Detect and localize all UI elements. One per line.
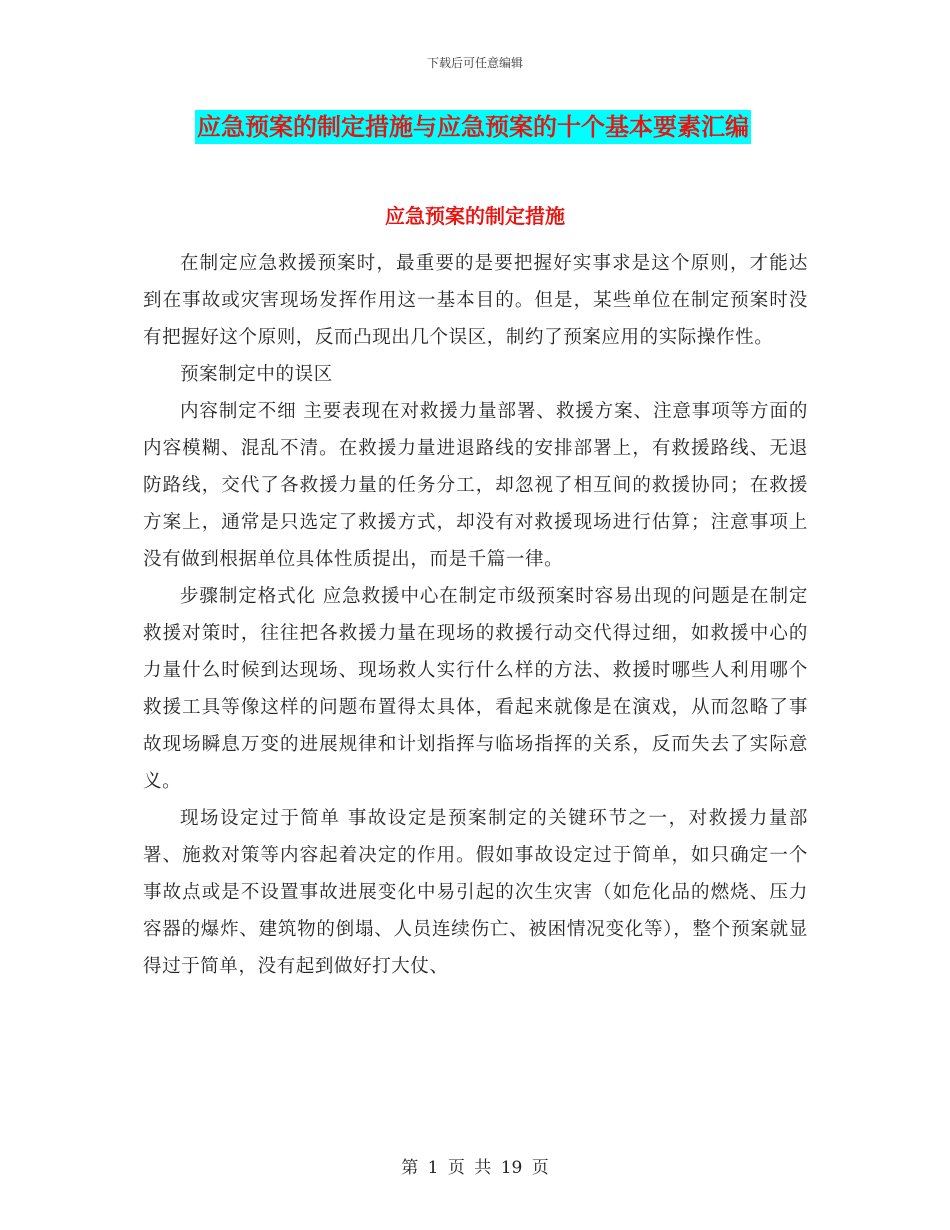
header-note: 下载后可任意编辑 bbox=[426, 56, 523, 70]
paragraph-content-detail: 内容制定不细 主要表现在对救援力量部署、救援方案、注意事项等方面的内容模糊、混乱不清。在救援力量进退路线的安排部署上，有救援路线、无退防路线，交代了各救援力量的任务分工，却忽视了相互间的救援协同；在救援方案上，通常是只选定了救援方式，却没有对救援现场进行估算；注意事项上没有做到根据单位具体性质提出，而是千篇一律。 bbox=[143, 401, 808, 570]
document-body bbox=[143, 245, 808, 985]
document-title: 应急预案的制定措施与应急预案的十个基本要素汇编 bbox=[195, 110, 751, 144]
section-title: 应急预案的制定措施 bbox=[385, 204, 565, 228]
paragraph-scene-setting: 现场设定过于简单 事故设定是预案制定的关键环节之一，对救援力量部署、施救对策等内容起着决定的作用。假如事故设定过于简单，如只确定一个事故点或是不设置事故进展变化中易引起的次生灾害（如危化品的燃烧、压力容器的爆炸、建筑物的倒塌、人员连续伤亡、被困情况变化等），整个预案就显得过于简单，没有起到做好打大仗、 bbox=[143, 808, 808, 977]
paragraph-subheading: 预案制定中的误区 bbox=[180, 364, 333, 385]
paragraph-step-format: 步骤制定格式化 应急救援中心在制定市级预案时容易出现的问题是在制定救援对策时，往往把各救援力量在现场的救援行动交代得过细，如救援中心的力量什么时候到达现场、现场救人实行什么样的方法、救援时哪些人利用哪个救援工具等像这样的问题布置得太具体，看起来就像是在演戏，从而忽略了事故现场瞬息万变的进展规律和计划指挥与临场指挥的关系，反而失去了实际意义。 bbox=[143, 586, 808, 792]
page-number: 第 1 页 共 19 页 bbox=[401, 1158, 549, 1178]
paragraph-intro: 在制定应急救援预案时，最重要的是要把握好实事求是这个原则，才能达到在事故或灾害现场发挥作用这一基本目的。但是，某些单位在制定预案时没有把握好这个原则，反而凸现出几个误区，制约了预案应用的实际操作性。 bbox=[143, 253, 808, 348]
